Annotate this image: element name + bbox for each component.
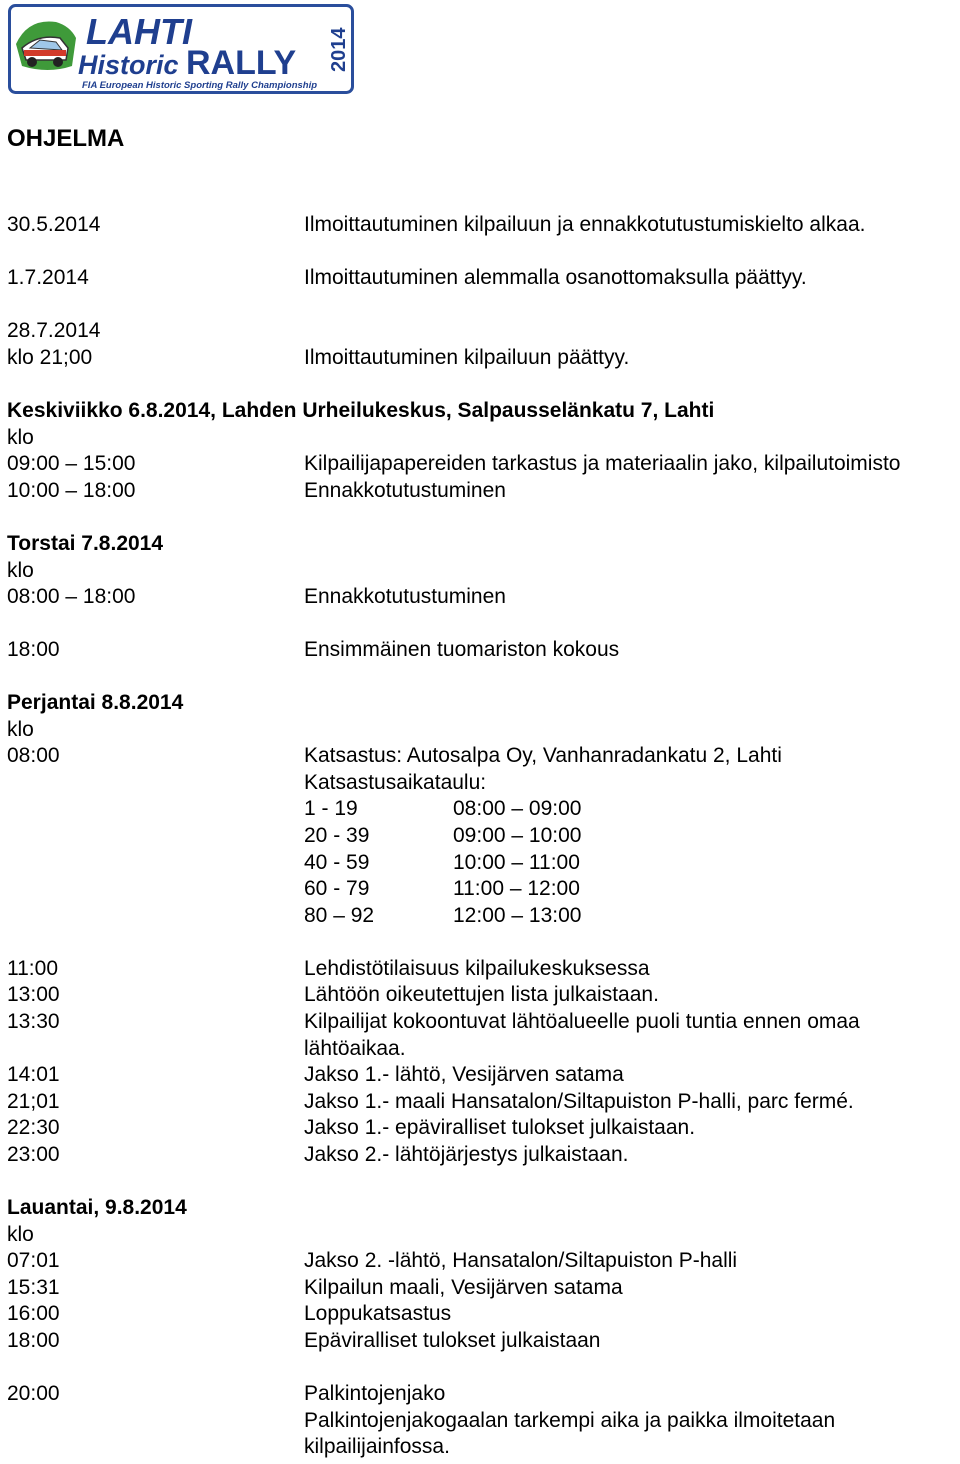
event-text: Ilmoittautuminen kilpailuun päättyy.	[304, 346, 630, 369]
event-text: Ennakkotutustuminen	[304, 479, 506, 502]
schedule-range: 80 – 92	[304, 904, 375, 927]
event-text: Jakso 2.- lähtöjärjestys julkaistaan.	[304, 1143, 629, 1166]
time-label: klo 21;00	[7, 346, 93, 369]
schedule-label: Katsastusaikataulu:	[304, 771, 487, 794]
event-logo	[8, 4, 354, 94]
time-label: 10:00 – 18:00	[7, 479, 136, 502]
time-label: 07:01	[7, 1249, 60, 1272]
event-text: Loppukatsastus	[304, 1302, 452, 1325]
event-text: Epäviralliset tulokset julkaistaan	[304, 1329, 601, 1352]
day-heading: Perjantai 8.8.2014	[7, 691, 184, 714]
date-label: 28.7.2014	[7, 319, 101, 342]
event-text-continued: kilpailijainfossa.	[304, 1435, 450, 1458]
event-text: Jakso 2. -lähtö, Hansatalon/Siltapuiston P-halli	[304, 1249, 738, 1272]
schedule-time: 08:00 – 09:00	[453, 797, 582, 820]
page-title: OHJELMA	[7, 125, 125, 152]
klo-label: klo	[7, 1223, 34, 1246]
event-text: Palkintojenjako	[304, 1382, 446, 1405]
logo-subtitle: FIA European Historic Sporting Rally Championship	[82, 80, 318, 91]
logo-year: 2014	[328, 27, 350, 72]
event-text-continued: lähtöaikaa.	[304, 1037, 406, 1060]
event-text: Ilmoittautuminen alemmalla osanottomaksulla päättyy.	[304, 266, 807, 289]
logo-line2a: Historic	[78, 50, 179, 80]
schedule-time: 10:00 – 11:00	[453, 851, 580, 874]
klo-label: klo	[7, 718, 34, 741]
time-label: 15:31	[7, 1276, 60, 1299]
time-label: 08:00 – 18:00	[7, 585, 136, 608]
event-text: Jakso 1.- epäviralliset tulokset julkaistaan.	[304, 1116, 696, 1139]
time-label: 13:30	[7, 1010, 60, 1033]
day-heading: Torstai 7.8.2014	[7, 532, 164, 555]
logo-line1: LAHTI	[86, 11, 192, 52]
schedule-time: 12:00 – 13:00	[453, 904, 582, 927]
logo-line2b: RALLY	[186, 44, 297, 82]
schedule-range: 1 - 19	[304, 797, 358, 820]
time-label: 09:00 – 15:00	[7, 452, 136, 475]
schedule-range: 20 - 39	[304, 824, 370, 847]
schedule-time: 09:00 – 10:00	[453, 824, 582, 847]
event-text: Lehdistötilaisuus kilpailukeskuksessa	[304, 957, 650, 980]
time-label: 22:30	[7, 1116, 60, 1139]
time-label: 11:00	[7, 957, 58, 980]
time-label: 13:00	[7, 983, 60, 1006]
time-label: 20:00	[7, 1382, 60, 1405]
date-label: 30.5.2014	[7, 213, 101, 236]
event-text: Kilpailijat kokoontuvat lähtöalueelle puoli tuntia ennen omaa	[304, 1010, 860, 1033]
event-text: Ensimmäinen tuomariston kokous	[304, 638, 620, 661]
date-label: 1.7.2014	[7, 266, 89, 289]
rally-logo-graphic	[8, 4, 354, 94]
time-label: 14:01	[7, 1063, 60, 1086]
time-label: 23:00	[7, 1143, 60, 1166]
event-text: Kilpailun maali, Vesijärven satama	[304, 1276, 623, 1299]
event-text: Kilpailijapapereiden tarkastus ja materiaalin jako, kilpailutoimisto	[304, 452, 901, 475]
time-label: 18:00	[7, 638, 60, 661]
time-label: 18:00	[7, 1329, 60, 1352]
event-text: Katsastus: Autosalpa Oy, Vanhanradankatu 2, Lahti	[304, 744, 782, 767]
event-text: Jakso 1.- lähtö, Vesijärven satama	[304, 1063, 624, 1086]
time-label: 16:00	[7, 1302, 60, 1325]
schedule-range: 40 - 59	[304, 851, 370, 874]
time-label: 08:00	[7, 744, 60, 767]
schedule-time: 11:00 – 12:00	[453, 877, 580, 900]
day-heading: Keskiviikko 6.8.2014, Lahden Urheilukeskus, Salpausselänkatu 7, Lahti	[7, 399, 715, 422]
event-text-continued: Palkintojenjakogaalan tarkempi aika ja paikka ilmoitetaan	[304, 1409, 836, 1432]
event-text: Jakso 1.- maali Hansatalon/Siltapuiston P-halli, parc fermé.	[304, 1090, 854, 1113]
time-label: 21;01	[7, 1090, 60, 1113]
klo-label: klo	[7, 559, 34, 582]
event-text: Ilmoittautuminen kilpailuun ja ennakkotutustumiskielto alkaa.	[304, 213, 866, 236]
day-heading: Lauantai, 9.8.2014	[7, 1196, 187, 1219]
schedule-range: 60 - 79	[304, 877, 370, 900]
event-text: Ennakkotutustuminen	[304, 585, 506, 608]
klo-label: klo	[7, 426, 34, 449]
event-text: Lähtöön oikeutettujen lista julkaistaan.	[304, 983, 659, 1006]
